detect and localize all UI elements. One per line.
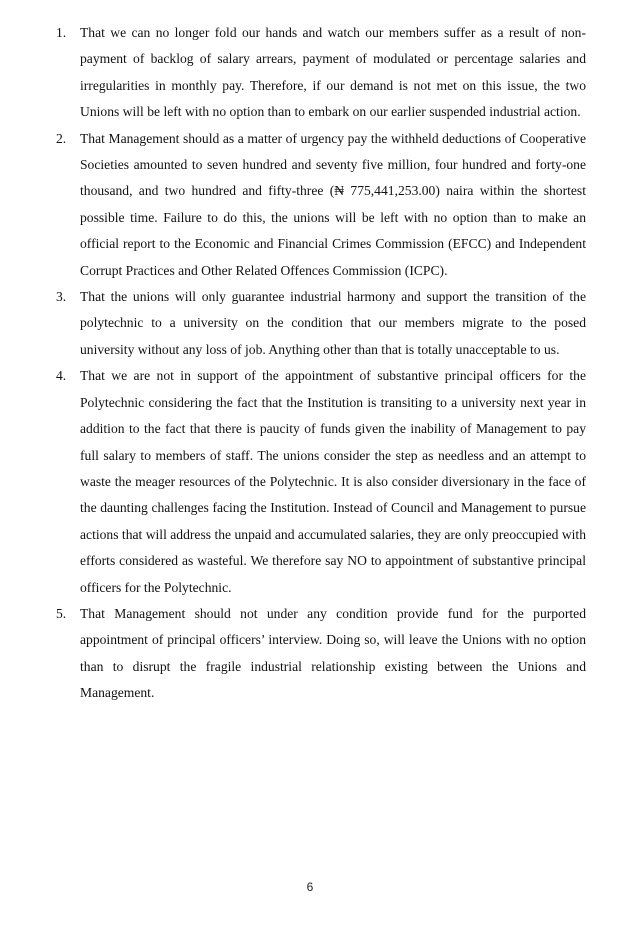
item-text: That we can no longer fold our hands and watch our members suffer as a result of non-payment of backlog of salary arrears, payment of modulated or percentage salaries and irregularities in monthly pay. Therefore, if our demand is not met on this issue, the two Unions will be left with no option than to embark on our earlier suspended industrial action.	[80, 25, 586, 120]
item-number: 4.	[56, 368, 67, 384]
item-text: That we are not in support of the appointment of substantive principal officers for the Polytechnic considering the fact that the Institution is transiting to a university next year in addition to the fact that there is paucity of funds given the inability of Management to pay full salary to members of staff. The unions consider the step as needless and an attempt to waste the meager resources of the Polytechnic. It is also consider diversionary in the face of the daunting challenges facing the Institution. Instead of Council and Management to pursue actions that will address the unpaid and accumulated salaries, they are only preoccupied with efforts considered as wasteful. We therefore say NO to appointment of substantive principal officers for the Polytechnic.	[80, 368, 586, 595]
item-number: 3.	[56, 289, 67, 305]
list-item	[56, 363, 586, 601]
item-text: That the unions will only guarantee industrial harmony and support the transition of the polytechnic to a university on the condition that our members migrate to the posed university without any loss of job. Anything other than that is totally unacceptable to us.	[80, 289, 586, 357]
item-text: That Management should as a matter of urgency pay the withheld deductions of Cooperative Societies amounted to seven hundred and seventy five million, four hundred and forty-one thousand, and two hundred and fifty-three (₦ 775,441,253.00) naira within the shortest possible time. Failure to do this, the unions will be left with no option than to make an official report to the Economic and Financial Crimes Commission (EFCC) and Independent Corrupt Practices and Other Related Offences Commission (ICPC).	[80, 130, 586, 278]
item-number: 5.	[56, 605, 67, 621]
item-number: 2.	[56, 130, 67, 146]
item-number: 1.	[56, 25, 67, 40]
item-text: That Management should not under any condition provide fund for the purported appointment of principal officers’ interview. Doing so, will leave the Unions with no option than to disrupt the fragile industrial relationship existing between the Unions and Management.	[80, 605, 586, 701]
page-number: 6	[306, 880, 314, 894]
list-item	[56, 601, 586, 707]
demands-list	[56, 20, 586, 707]
list-item	[56, 126, 586, 284]
list-item	[56, 284, 586, 363]
list-item	[56, 20, 586, 126]
